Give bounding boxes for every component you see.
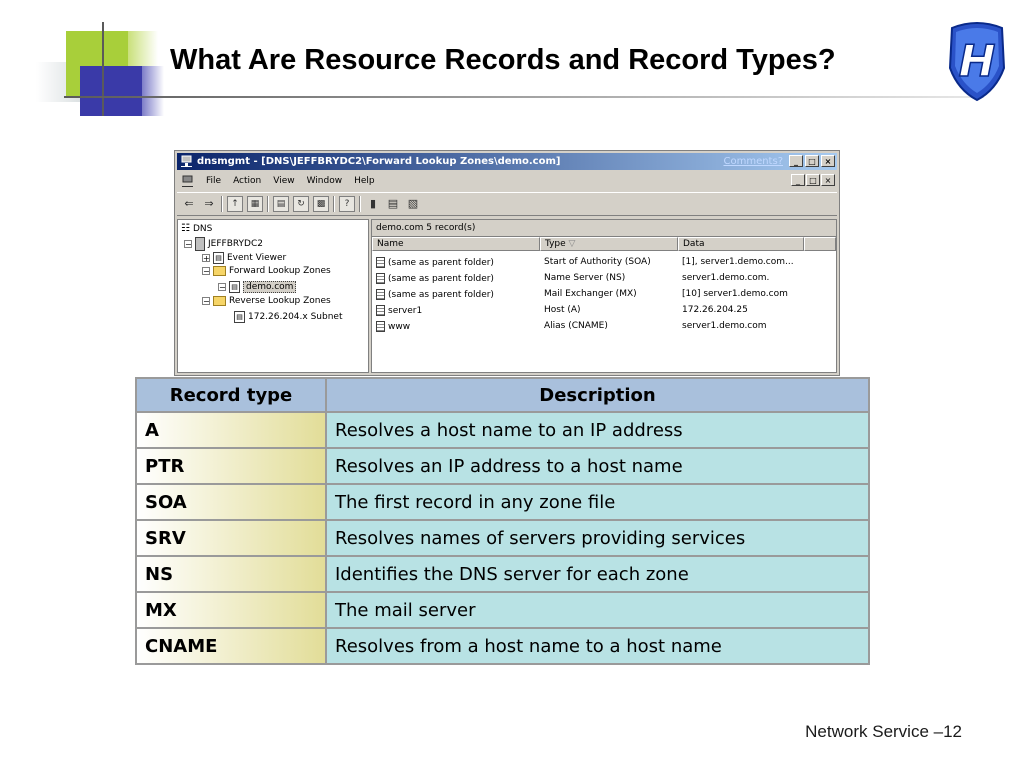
dns-computer-icon: ☷ xyxy=(181,223,190,234)
collapse-icon[interactable]: − xyxy=(185,240,192,249)
list-caption: demo.com 5 record(s) xyxy=(372,220,836,237)
record-type-cell: NS xyxy=(136,556,326,592)
record-icon[interactable]: ▤ xyxy=(387,197,399,210)
corner-decoration-blue-fade xyxy=(142,66,164,116)
tree-item-dns[interactable] xyxy=(181,223,212,234)
menu-bar xyxy=(177,172,837,190)
list-item[interactable]: (same as parent folder) Name Server (NS) server1.demo.com. xyxy=(372,270,836,286)
server-icon[interactable]: ▮ xyxy=(369,197,377,210)
tree-item-server[interactable] xyxy=(184,237,263,251)
comments-link[interactable]: Comments? xyxy=(723,156,783,167)
record-icon xyxy=(376,305,385,316)
tree-item-label: demo.com xyxy=(243,281,296,293)
list-header xyxy=(372,237,836,251)
tree-item-event-viewer[interactable] xyxy=(202,252,286,264)
table-row xyxy=(136,412,869,448)
description-cell: Resolves names of servers providing services xyxy=(326,520,869,556)
tree-item-demo-com[interactable] xyxy=(218,281,296,293)
table-row xyxy=(136,520,869,556)
toolbar-separator xyxy=(221,196,223,212)
properties-icon[interactable]: ▤ xyxy=(273,196,289,212)
list-item[interactable]: server1 Host (A) 172.26.204.25 xyxy=(372,302,836,318)
minimize-button[interactable]: _ xyxy=(789,155,803,167)
records-list-pane xyxy=(371,219,837,373)
list-item[interactable]: (same as parent folder) Start of Authority (SOA) [1], server1.demo.com... xyxy=(372,254,836,270)
maximize-button[interactable]: □ xyxy=(805,155,819,167)
tree-item-label: JEFFBRYDC2 xyxy=(208,239,263,249)
header-description: Description xyxy=(326,378,869,412)
corner-decoration-blue xyxy=(80,66,142,116)
table-row xyxy=(136,556,869,592)
record-type-cell: SRV xyxy=(136,520,326,556)
slide-title: What Are Resource Records and Record Types? xyxy=(170,44,836,76)
toolbar xyxy=(177,192,837,216)
collapse-icon[interactable]: − xyxy=(219,283,226,292)
tree-item-label: Reverse Lookup Zones xyxy=(229,296,331,306)
record-icon xyxy=(376,257,385,268)
list-rows xyxy=(372,251,836,334)
record-type-cell: SOA xyxy=(136,484,326,520)
menu-window[interactable]: Window xyxy=(306,176,343,186)
event-viewer-icon: ▤ xyxy=(213,252,224,264)
table-header-row xyxy=(136,378,869,412)
zone-icon[interactable]: ▧ xyxy=(407,197,419,210)
server-icon xyxy=(195,237,205,251)
record-type-cell: MX xyxy=(136,592,326,628)
console-tree xyxy=(177,219,369,373)
description-cell: The first record in any zone file xyxy=(326,484,869,520)
show-hide-tree-icon[interactable]: ▦ xyxy=(247,196,263,212)
title-underline xyxy=(64,96,984,98)
tree-item-reverse-lookup-zones[interactable] xyxy=(202,296,331,306)
table-row xyxy=(136,628,869,664)
description-cell: The mail server xyxy=(326,592,869,628)
child-restore-button[interactable]: □ xyxy=(806,174,820,186)
menu-file[interactable]: File xyxy=(206,176,222,186)
window-title-bar[interactable] xyxy=(177,153,837,170)
window-title: dnsmgmt - [DNS\JEFFBRYDC2\Forward Lookup Zones\demo.com] xyxy=(197,156,561,167)
header-record-type: Record type xyxy=(136,378,326,412)
table-row xyxy=(136,592,869,628)
help-icon[interactable]: ? xyxy=(339,196,355,212)
column-header-name[interactable]: Name xyxy=(372,237,540,251)
decoration-vertical-line xyxy=(102,22,104,116)
tree-item-subnet[interactable] xyxy=(234,311,342,323)
toolbar-separator xyxy=(267,196,269,212)
child-close-button[interactable]: × xyxy=(821,174,835,186)
column-header-type[interactable]: Type ▽ xyxy=(540,237,678,251)
shield-h-logo xyxy=(944,18,1010,102)
tree-item-label: Event Viewer xyxy=(227,253,287,263)
table-row xyxy=(136,448,869,484)
menu-action[interactable]: Action xyxy=(233,176,262,186)
collapse-icon[interactable]: − xyxy=(203,297,210,306)
slide-footer: Network Service –12 xyxy=(805,722,962,741)
collapse-icon[interactable]: − xyxy=(203,267,210,276)
list-item[interactable]: (same as parent folder) Mail Exchanger (MX) [10] server1.demo.com xyxy=(372,286,836,302)
tree-item-label: Forward Lookup Zones xyxy=(229,266,331,276)
description-cell: Identifies the DNS server for each zone xyxy=(326,556,869,592)
close-button[interactable]: × xyxy=(821,155,835,167)
logo-letter: H xyxy=(958,36,996,87)
description-cell: Resolves an IP address to a host name xyxy=(326,448,869,484)
forward-arrow-icon[interactable]: ⇒ xyxy=(204,197,214,210)
dns-console-icon xyxy=(180,155,193,168)
child-minimize-button[interactable]: _ xyxy=(791,174,805,186)
back-arrow-icon[interactable]: ⇐ xyxy=(184,197,194,210)
record-type-cell: PTR xyxy=(136,448,326,484)
column-header-filler xyxy=(804,237,836,251)
tree-item-forward-lookup-zones[interactable] xyxy=(202,266,331,276)
description-cell: Resolves a host name to an IP address xyxy=(326,412,869,448)
up-folder-icon[interactable]: ↑ xyxy=(227,196,243,212)
tree-item-label: 172.26.204.x Subnet xyxy=(248,312,343,322)
toolbar-separator xyxy=(359,196,361,212)
record-type-cell: A xyxy=(136,412,326,448)
menu-view[interactable]: View xyxy=(273,176,295,186)
refresh-icon[interactable]: ↻ xyxy=(293,196,309,212)
folder-icon xyxy=(213,296,226,306)
record-type-cell: CNAME xyxy=(136,628,326,664)
export-list-icon[interactable]: ▩ xyxy=(313,196,329,212)
column-header-data[interactable]: Data xyxy=(678,237,804,251)
dns-console-icon xyxy=(181,175,194,188)
record-icon xyxy=(376,321,385,332)
list-item[interactable]: www Alias (CNAME) server1.demo.com xyxy=(372,318,836,334)
record-icon xyxy=(376,289,385,300)
expand-icon[interactable]: + xyxy=(203,254,210,263)
toolbar-separator xyxy=(333,196,335,212)
dns-console-window xyxy=(174,150,840,376)
menu-help[interactable]: Help xyxy=(354,176,375,186)
record-types-table xyxy=(135,377,870,665)
record-icon xyxy=(376,273,385,284)
description-cell: Resolves from a host name to a host name xyxy=(326,628,869,664)
tree-item-label: DNS xyxy=(192,223,213,234)
zone-icon: ▤ xyxy=(229,281,240,293)
folder-icon xyxy=(213,266,226,276)
table-row xyxy=(136,484,869,520)
sort-icon: ▽ xyxy=(568,239,576,249)
zone-icon: ▤ xyxy=(234,311,245,323)
